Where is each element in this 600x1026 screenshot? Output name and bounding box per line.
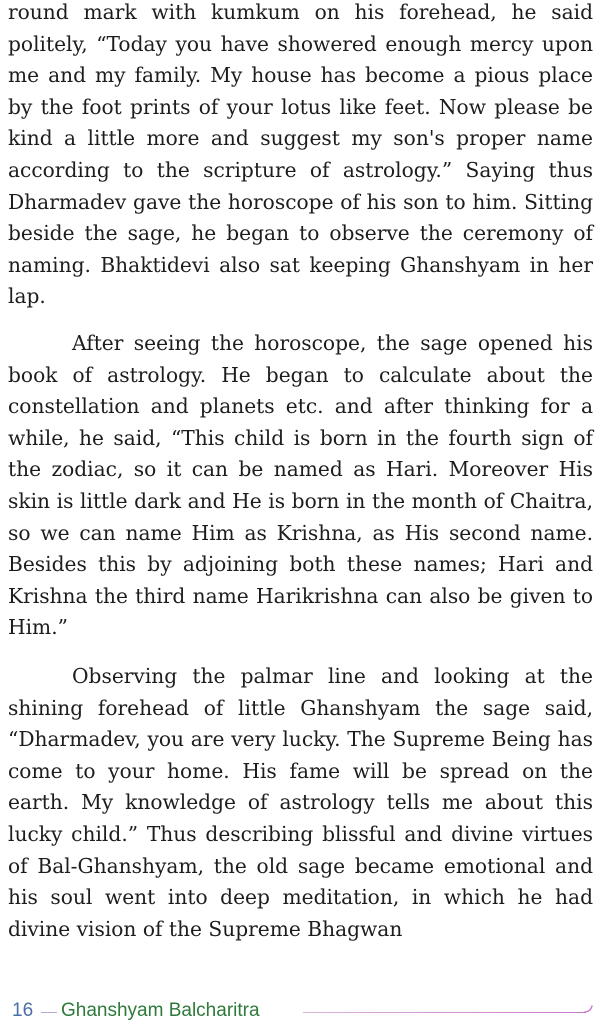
page-number: 16 bbox=[12, 1000, 34, 1021]
paragraph-3: Observing the palmar line and looking at the shining forehead of little Ghanshyam the sage said, “Dharmadev, you are very lucky. The Supreme Being has come to your home. His fame will be spread on the earth. My knowledge of astrology tells me about this lucky child.” Thus describing blissful and divine virtues of Bal-Ghanshyam, the old sage became emotional and his soul went into deep meditation, in which he had divine vision of the Supreme Bhagwan bbox=[8, 664, 593, 941]
footer-dash bbox=[41, 1012, 57, 1013]
running-title: Ghanshyam Balcharitra bbox=[61, 1000, 260, 1021]
paragraph-2: After seeing the horoscope, the sage opened his book of astrology. He began to calculate about the constellation and planets etc. and after thinking for a while, he said, “This child is born in the fourth sign of the zodiac, so it can be named as Hari. Moreover His skin is little dark and He is born in the month of Chaitra, so we can name Him as Krishna, as His second name. Besides this by adjoining both these names; Hari and Krishna the third name Harikrishna can also be given to Him.” bbox=[8, 331, 593, 640]
flourish-icon bbox=[584, 1004, 594, 1016]
paragraph-1: round mark with kumkum on his forehead, he said politely, “Today you have showered enough mercy upon me and my family. My house has become a pious place by the foot prints of your lotus like feet. Now please be kind a little more and suggest my son's proper name according to the scripture of astrology.” Saying thus Dharmadev gave the horoscope of his son to him. Sitting beside the sage, he began to observe the ceremony of naming. Bhaktidevi also sat keeping Ghanshyam in her lap. bbox=[8, 0, 593, 309]
footer-rule bbox=[303, 1012, 586, 1013]
page-footer bbox=[0, 998, 600, 1026]
